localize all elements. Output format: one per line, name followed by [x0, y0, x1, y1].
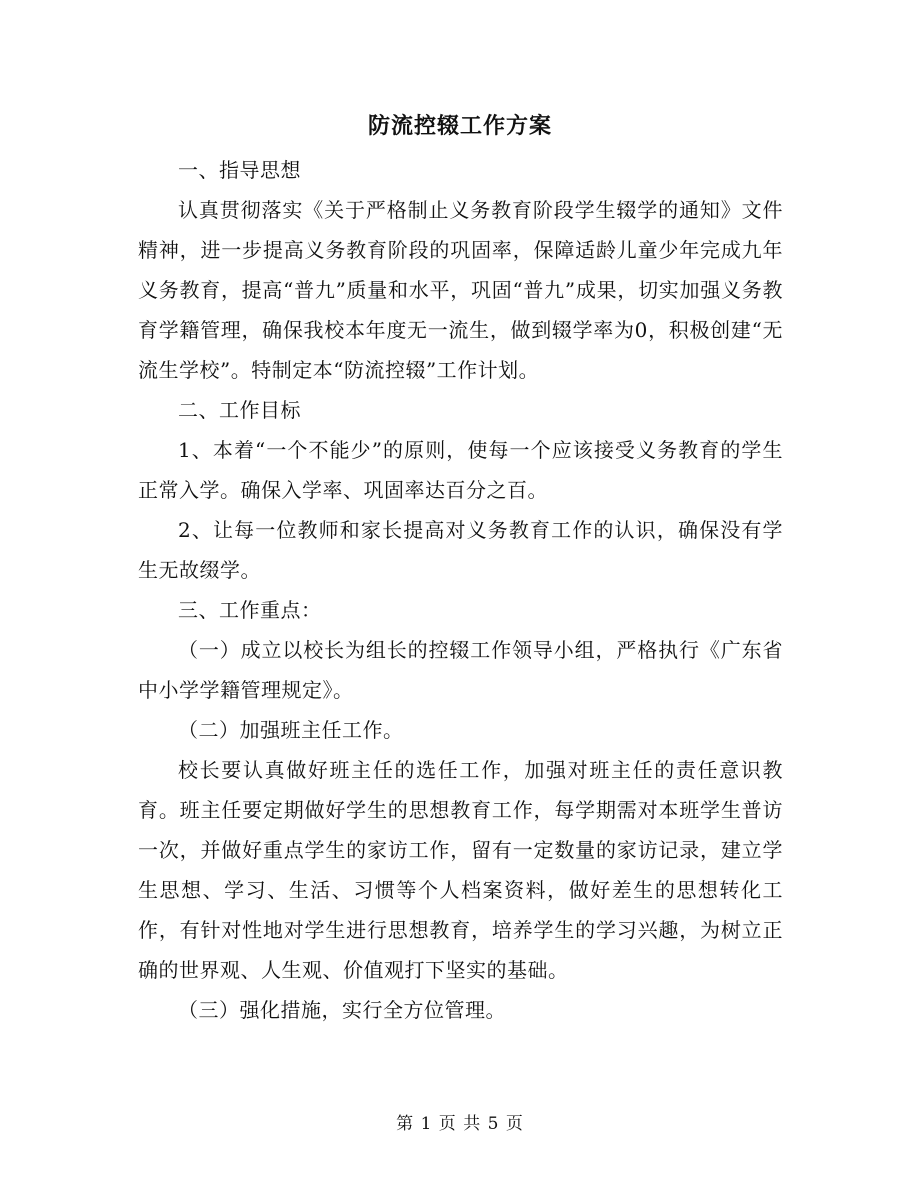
paragraph-focus-2-body: 校长要认真做好班主任的选任工作，加强对班主任的责任意识教育。班主任要定期做好学生的思想教育工作，每学期需对本班学生普访一次，并做好重点学生的家访工作，留有一定数量的家访记录，建立学生思想、学习、生活、习惯等个人档案资料，做好差生的思想转化工作，有针对性地对学生进行思想教育，培养学生的学习兴趣，为树立正确的世界观、人生观、价值观打下坚实的基础。 [138, 758, 783, 982]
section-heading-guiding-thought: 一、指导思想 [178, 158, 301, 182]
paragraph-guiding-thought: 认真贯彻落实《关于严格制止义务教育阶段学生辍学的通知》文件精神，进一步提高义务教育阶段的巩固率，保障适龄儿童少年完成九年义务教育，提高“普九”质量和水平，巩固“普九”成果，切实加强义务教育学籍管理，确保我校本年度无一流生，做到辍学率为0，积极创建“无流生学校”。特制定本“防流控辍”工作计划。 [138, 198, 783, 382]
paragraph-focus-3-heading: （三）强化措施，实行全方位管理。 [178, 998, 506, 1022]
document-body [138, 150, 783, 1030]
section-heading-work-goals: 二、工作目标 [178, 398, 301, 422]
paragraph-goal-1: 1、本着“一个不能少”的原则，使每一个应该接受义务教育的学生正常入学。确保入学率、巩固率达百分之百。 [138, 438, 783, 502]
paragraph-goal-2: 2、让每一位教师和家长提高对义务教育工作的认识，确保没有学生无故缀学。 [138, 518, 783, 582]
document-title: 防流控辍工作方案 [367, 113, 552, 139]
paragraph-focus-2-heading: （二）加强班主任工作。 [178, 718, 404, 742]
page-footer: 第 1 页 共 5 页 [396, 1114, 524, 1134]
section-heading-work-focus: 三、工作重点： [178, 598, 322, 622]
paragraph-focus-1: （一）成立以校长为组长的控辍工作领导小组，严格执行《广东省中小学学籍管理规定》。 [138, 638, 783, 702]
